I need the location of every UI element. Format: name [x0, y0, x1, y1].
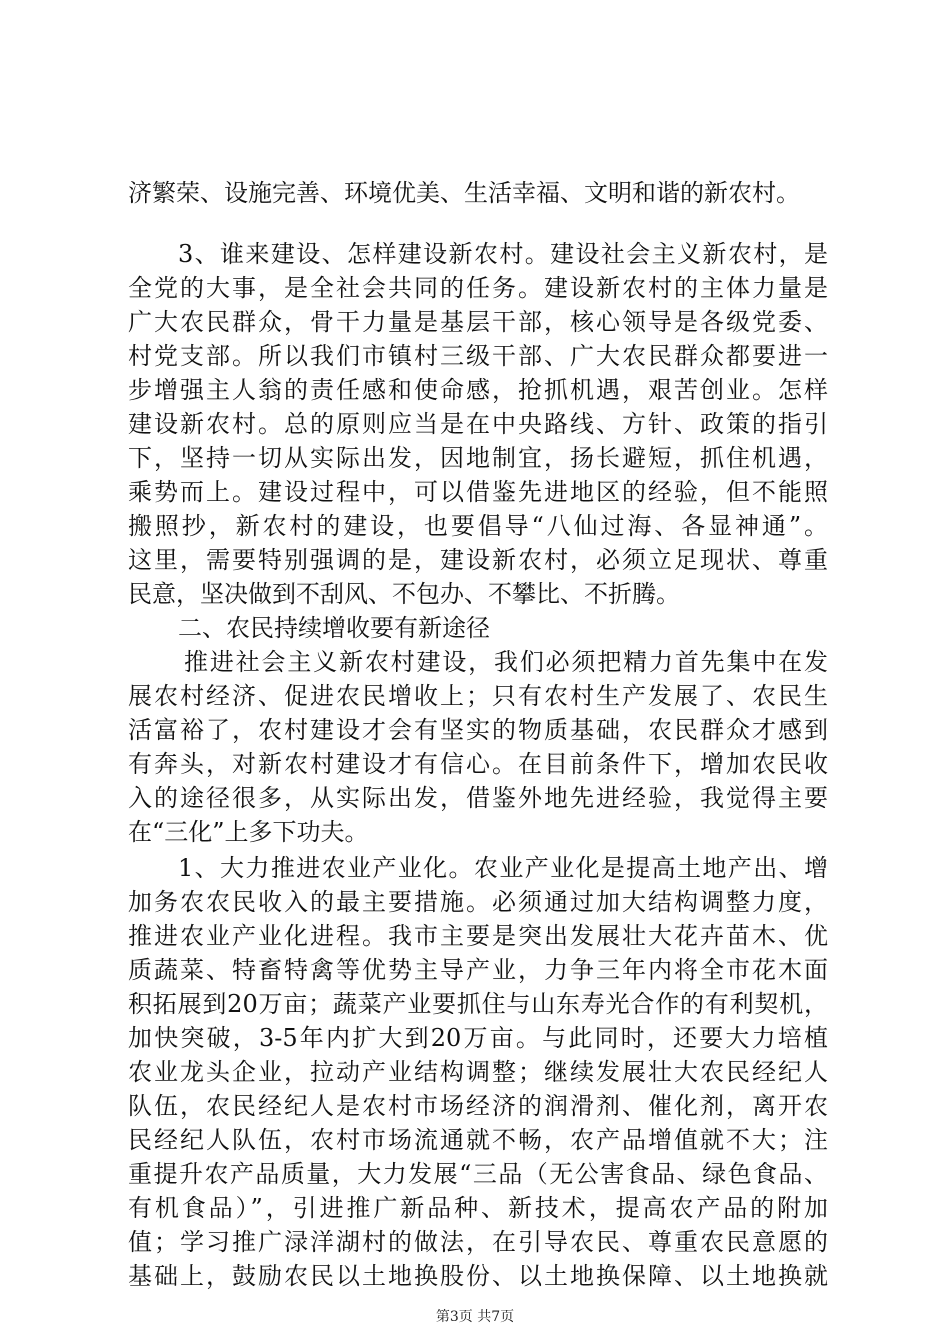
paragraph-line: 质蔬菜、特畜特禽等优势主导产业，力争三年内将全市花木面	[128, 956, 828, 984]
page-number-footer: 第3页 共7页	[435, 1309, 515, 1325]
paragraph-line: 基础上，鼓励农民以土地换股份、以土地换保障、以土地换就	[128, 1262, 828, 1290]
paragraph-line: 村党支部。所以我们市镇村三级干部、广大农民群众都要进一	[128, 342, 828, 370]
paragraph-line: 民意，坚决做到不刮风、不包办、不攀比、不折腾。	[128, 580, 680, 608]
paragraph-line: 搬照抄，新农村的建设，也要倡导“八仙过海、各显神通”。	[128, 512, 828, 540]
paragraph-line: 入的途径很多，从实际出发，借鉴外地先进经验，我觉得主要	[128, 784, 828, 812]
paragraph-line: 积拓展到20万亩；蔬菜产业要抓住与山东寿光合作的有利契机，	[128, 990, 828, 1018]
paragraph-line: 有机食品）”，引进推广新品种、新技术，提高农产品的附加	[128, 1194, 828, 1222]
paragraph-line: 队伍，农民经纪人是农村市场经济的润滑剂、催化剂，离开农	[128, 1092, 828, 1120]
paragraph-line: 乘势而上。建设过程中，可以借鉴先进地区的经验，但不能照	[128, 478, 828, 506]
paragraph-line: 3、谁来建设、怎样建设新农村。建设社会主义新农村，是	[178, 240, 828, 268]
paragraph-line: 加快突破，3-5年内扩大到20万亩。与此同时，还要大力培植	[128, 1024, 828, 1052]
paragraph-line: 有奔头，对新农村建设才有信心。在目前条件下，增加农民收	[128, 750, 828, 778]
paragraph-line: 步增强主人翁的责任感和使命感，抢抓机遇，艰苦创业。怎样	[128, 376, 828, 404]
paragraph-line: 建设新农村。总的原则应当是在中央路线、方针、政策的指引	[128, 410, 828, 438]
section-heading: 二、农民持续增收要有新途径	[178, 614, 490, 642]
paragraph-line: 推进社会主义新农村建设，我们必须把精力首先集中在发	[184, 648, 828, 676]
paragraph-line: 重提升农产品质量，大力发展“三品（无公害食品、绿色食品、	[128, 1160, 828, 1188]
paragraph-line: 全党的大事，是全社会共同的任务。建设新农村的主体力量是	[128, 274, 828, 302]
paragraph-line: 农业龙头企业，拉动产业结构调整；继续发展壮大农民经纪人	[128, 1058, 828, 1086]
paragraph-line: 广大农民群众，骨干力量是基层干部，核心领导是各级党委、	[128, 308, 828, 336]
paragraph-line: 1、大力推进农业产业化。农业产业化是提高土地产出、增	[178, 854, 828, 882]
paragraph-line: 这里，需要特别强调的是，建设新农村，必须立足现状、尊重	[128, 546, 828, 574]
paragraph-line: 展农村经济、促进农民增收上；只有农村生产发展了、农民生	[128, 682, 828, 710]
paragraph-line: 在“三化”上多下功夫。	[128, 818, 369, 846]
paragraph-line: 加务农农民收入的最主要措施。必须通过加大结构调整力度，	[128, 888, 828, 916]
paragraph-line: 值；学习推广渌洋湖村的做法，在引导农民、尊重农民意愿的	[128, 1228, 828, 1256]
paragraph-line: 民经纪人队伍，农村市场流通就不畅，农产品增值就不大；注	[128, 1126, 828, 1154]
paragraph-line: 推进农业产业化进程。我市主要是突出发展壮大花卉苗木、优	[128, 922, 828, 950]
paragraph-line: 下，坚持一切从实际出发，因地制宜，扬长避短，抓住机遇，	[128, 444, 828, 472]
paragraph-line: 济繁荣、设施完善、环境优美、生活幸福、文明和谐的新农村。	[128, 179, 800, 207]
paragraph-line: 活富裕了，农村建设才会有坚实的物质基础，农民群众才感到	[128, 716, 828, 744]
